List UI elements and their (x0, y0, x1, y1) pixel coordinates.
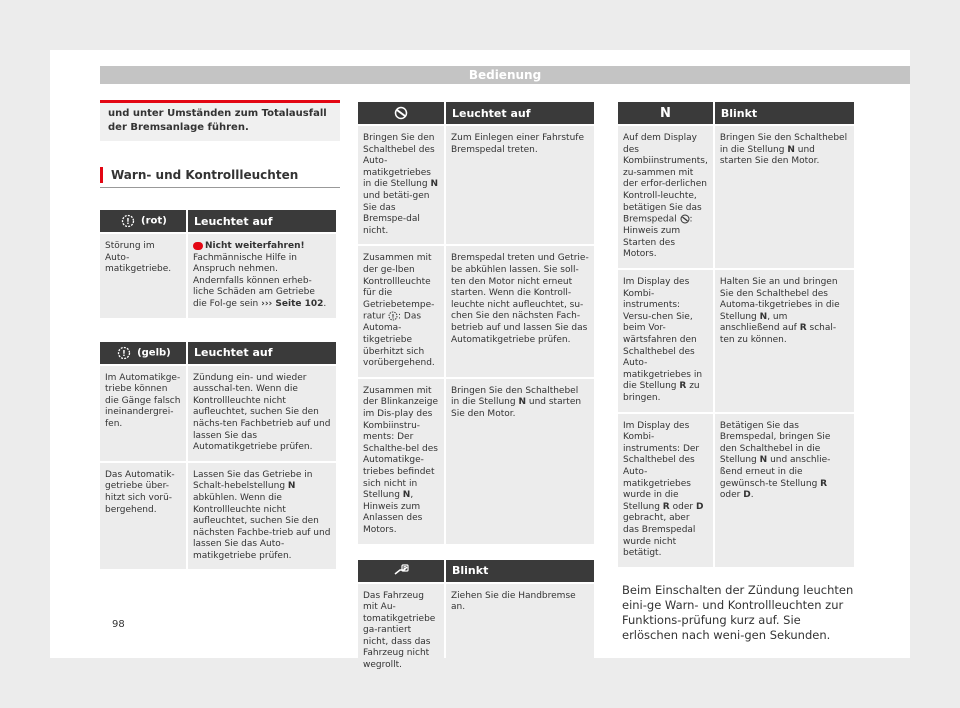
stop-indicator-icon (193, 242, 203, 250)
text: oder (719, 490, 741, 501)
table-header-icon (100, 210, 186, 232)
cell-cause (618, 270, 713, 412)
gear-symbol: N (402, 490, 411, 501)
body-paragraph: Beim Einschalten der Zündung leuchten eini-ge Warn- und Kontrollleuchten zur Funktions-prüfung kurz auf. Sie erlöschen nach weni-gen Sekunden. (622, 582, 854, 642)
table-row (100, 234, 336, 318)
text: oder (672, 501, 694, 512)
table-gearbox-yellow (98, 340, 338, 572)
svg-text:P: P (403, 565, 407, 572)
brake-pedal-icon (392, 106, 410, 120)
page-reference-link[interactable]: ››› Seite 102 (261, 298, 324, 309)
text: gebracht, aber das Bremspedal wurde nicht betätigt. (623, 513, 696, 559)
column-right (618, 100, 858, 643)
brake-pedal-icon (680, 214, 690, 224)
gearbox-warning-icon (115, 346, 133, 360)
gear-symbol: R (679, 381, 687, 392)
punct: . (323, 298, 327, 309)
table-row (618, 126, 854, 268)
cell-cause (618, 126, 713, 268)
cell-cause (618, 414, 713, 567)
gear-symbol: N (518, 397, 526, 408)
text: Zusammen mit der ge-lben Kontrollleuchte für die Getriebetempe-ratur (363, 253, 435, 322)
text: abkühlen. Wenn die Kontrollleuchte nicht aufleuchtet, suchen Sie den nächsten Fachbe-trieb auf und lassen Sie das Auto-matikgetriebe prüfen. (193, 492, 331, 561)
text: und starten Sie den Motor. (719, 144, 820, 167)
gear-symbol: R (799, 323, 807, 334)
text: Betätigen Sie das Bremspedal, bringen Sie den Schalthebel in die Stellung (719, 420, 831, 466)
table-header-icon (100, 342, 186, 364)
text: Zusammen mit der Blinkanzeige im Dis-play des Kombiinstru-ments: Der Schalthe-bel des Automatikge-triebes befindet sich nicht in Stellung (363, 385, 438, 501)
page-number: 98 (112, 619, 125, 630)
cell-cause: Im Automatikge-triebe können die Gänge falsch ineinandergrei-fen. (100, 366, 186, 461)
cell-cause: Störung im Auto-matikgetriebe. (100, 234, 186, 318)
gear-symbol: R (662, 501, 670, 512)
cell-cause: Das Fahrzeug mit Au-tomatikgetriebe ga-rantiert nicht, dass das Fahrzeug nicht wegrollt. (358, 584, 444, 679)
text: : Hinweis zum Starten des Motors. (623, 214, 693, 260)
table-header-status: Leuchtet auf (188, 210, 336, 232)
table-header-status: Leuchtet auf (188, 342, 336, 364)
column-left (100, 100, 340, 571)
table-row (358, 584, 594, 679)
text: Bringen Sie den Schalthebel in die Stellung (451, 385, 579, 408)
text: Bringen Sie den Schalthebel in die Stellung (719, 133, 848, 155)
cell-cause (358, 126, 444, 244)
table-header-status: Blinkt (446, 560, 594, 582)
text: Auf dem Display des Kombiinstruments, zu-sammen mit der erfor-derlichen Kontroll-leuchte, betätigen Sie das Bremspedal (623, 133, 708, 225)
text: , Hinweis zum Anlassen des Motors. (363, 490, 423, 535)
table-row (100, 366, 336, 461)
gear-symbol: N (759, 455, 768, 466)
table-row (358, 246, 594, 376)
gear-symbol: N (430, 179, 438, 190)
text: Halten Sie an und bringen Sie den Schalthebel des Automa-tikgetriebes in die Stellung (719, 277, 840, 322)
table-handbrake (356, 558, 596, 681)
cell-cause: Das Automatik-getriebe über-hitzt sich vorü-bergehend. (100, 463, 186, 570)
table-row (358, 379, 594, 544)
table-gearbox-red (98, 208, 338, 320)
gearbox-warning-icon (388, 311, 398, 321)
cell-action (715, 270, 854, 412)
warning-box: und unter Umständen zum Totalausfall der Bremsanlage führen. (100, 100, 340, 141)
gear-symbol: R (820, 478, 828, 489)
text: Im Display des Kombi-instruments: Versu-chen Sie, beim Vor-wärtsfahren den Schalthebel des Auto-matikgetriebes in die Stellung (623, 277, 703, 392)
cell-action: Zündung ein- und wieder ausschal-ten. Wenn die Kontrollleuchte nicht aufleuchtet, suchen Sie den nächs-ten Fachbetrieb auf und lassen Sie das Automatikgetriebe prüfen. (188, 366, 336, 461)
manual-page (50, 50, 910, 671)
table-row (618, 270, 854, 412)
text: und starten Sie den Motor. (451, 397, 582, 419)
text: und anschlie-ßend erneut in die gewünsch-te Stellung (719, 455, 831, 489)
table-row (100, 463, 336, 570)
page-header: Bedienung (100, 66, 910, 84)
text: . (750, 490, 754, 501)
cell-cause (358, 379, 444, 544)
cell-cause (358, 246, 444, 376)
table-brake-pedal (356, 100, 596, 546)
column-middle (358, 100, 598, 681)
section-title: Warn- und Kontrollleuchten (100, 167, 340, 183)
action-text: Fachmännische Hilfe in Anspruch nehmen. Andernfalls können erheb-liche Schäden am Getriebe die Fol-ge sein (193, 252, 315, 309)
svg-text:!: ! (122, 348, 127, 358)
table-header-icon (358, 102, 444, 124)
icon-label-yellow: (gelb) (137, 347, 171, 359)
cell-action: Bremspedal treten und Getrie-be abkühlen lassen. Sie soll-ten den Motor nicht erneut starten. Wenn die Kontroll-leuchte nicht aufleuchtet, su-chen Sie den nächsten Fach-betrieb auf und lassen Sie das Automatikgetriebe prüfen. (446, 246, 594, 376)
table-header-icon (618, 102, 713, 124)
gearbox-warning-icon (119, 214, 137, 228)
gear-symbol: D (695, 501, 704, 512)
table-row (618, 414, 854, 567)
text: Bringen Sie den Schalthebel des Auto-matikgetriebes in die Stellung (363, 133, 435, 190)
table-row (358, 126, 594, 244)
text: zu bringen. (623, 381, 700, 403)
text: : Das Automa-tikgetriebe überhitzt sich vorübergehend. (363, 311, 435, 369)
cell-action: Zum Einlegen einer Fahrstufe Bremspedal treten. (446, 126, 594, 244)
gear-symbol: D (743, 490, 751, 501)
table-header-icon (358, 560, 444, 582)
cell-action (188, 234, 336, 318)
text: Im Display des Kombi-instruments: Der Schalthebel des Auto-matikgetriebes wurde in die Stellung (623, 420, 700, 512)
text: Lassen Sie das Getriebe in Schalt-hebelstellung (193, 469, 313, 492)
text: und betäti-gen Sie das Bremspe-dal nicht. (363, 190, 430, 236)
svg-text:!: ! (391, 313, 395, 321)
cell-action: Ziehen Sie die Handbremse an. (446, 584, 594, 679)
table-header-status: Blinkt (715, 102, 854, 124)
gear-n-symbol: N (659, 105, 671, 121)
gear-symbol: N (759, 311, 768, 322)
cell-action (715, 414, 854, 567)
icon-label-red: (rot) (141, 215, 167, 227)
cell-action (715, 126, 854, 268)
text: , um anschließend auf (719, 311, 797, 334)
action-title: Nicht weiterfahren! (205, 241, 305, 251)
table-gear-n (616, 100, 856, 569)
gear-symbol: N (787, 144, 795, 155)
svg-text:!: ! (126, 217, 131, 226)
table-header-status: Leuchtet auf (446, 102, 594, 124)
section-title-wrap (100, 167, 340, 188)
text: schal-ten zu können. (719, 323, 837, 345)
gear-symbol: N (287, 481, 296, 492)
cell-action (188, 463, 336, 570)
cell-action (446, 379, 594, 544)
handbrake-icon (392, 564, 410, 578)
